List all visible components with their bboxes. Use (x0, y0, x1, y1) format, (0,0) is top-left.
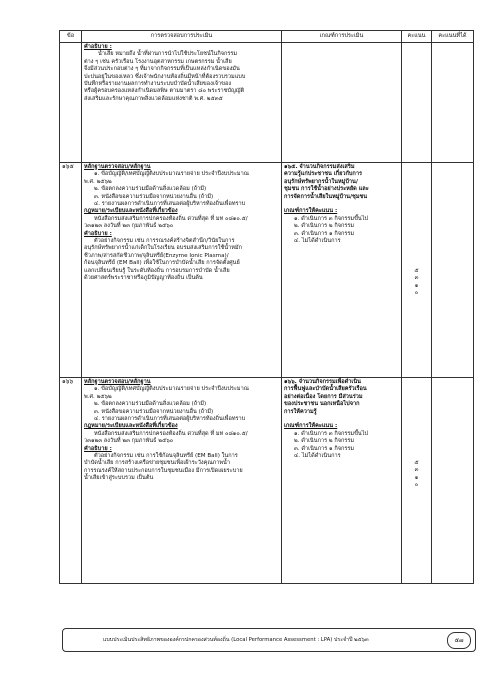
score-value: ๐ (414, 290, 419, 297)
header-full-score: คะแนนที่ได้ (432, 31, 474, 43)
text-line: ก้อนจุลินทรีย์ (EM Ball) เพื่อใช้ในการบำบัดน้ำเสีย การจัดตั้งศูนย์ (84, 260, 240, 267)
text-line: พ.ศ. ๒๕๖๒ (84, 178, 112, 185)
text-line: ชีวภาพ/สารสกัดชีวภาพ/จุลินทรีย์(Enzyme Ionic Plasma)/ (84, 252, 229, 259)
criteria-line: อย่างต่อเนื่อง โดยการ มีส่วนร่วม (284, 393, 363, 400)
criteria-item: ๑. ดำเนินการ ๓ กิจกรรมขึ้นไป (294, 215, 369, 222)
explain-title: คำอธิบาย : (84, 445, 112, 452)
score-value: ๑ (414, 474, 419, 481)
row1-no: ๑๖๕ (60, 163, 82, 378)
criteria-item: ๔. ไม่ได้ดำเนินการ (294, 238, 341, 245)
criteria-item: ๔. ไม่ได้ดำเนินการ (294, 453, 341, 460)
score-value: ๕ (414, 460, 419, 466)
text-line: ว๓๑๒๓ ลงวันที่ ๒๓ กุมภาพันธ์ ๒๕๖๐ (84, 223, 174, 230)
text-line: ๒. ข้อตกลงความร่วมมือด้านสิ่งแวดล้อม (ถ้ามี) (94, 186, 207, 193)
assessment-table (59, 30, 474, 584)
text-line: ๑. ข้อบัญญัติ/เทศบัญญัติงบประมาณรายจ่าย ประจำปีงบประมาณ (94, 386, 249, 393)
text-line: ๔. รายงานผลการดำเนินการที่เสนอต่อผู้บริหารท้องถิ่นเพื่อทราบ (94, 416, 246, 423)
text-line: ๒. ข้อตกลงความร่วมมือด้านสิ่งแวดล้อม (ถ้ามี) (94, 401, 207, 408)
text-line: ว๓๑๒๓ ลงวันที่ ๒๓ กุมภาพันธ์ ๒๕๖๐ (84, 438, 174, 445)
text-line: ๔. รายงานผลการดำเนินการที่เสนอต่อผู้บริหารท้องถิ่นเพื่อทราบ (94, 201, 246, 208)
text-line: หนังสือกรมส่งเสริมการปกครองท้องถิ่น ด่วนที่สุด ที่ มท ๐๘๑๐.๕/ (94, 430, 248, 437)
table-row (60, 378, 474, 584)
table-row (60, 163, 474, 378)
header-no: ข้อ (60, 31, 82, 43)
header-items: การตรวจสอบการประเมิน (82, 31, 282, 43)
row1-items (82, 163, 282, 378)
page-footer (62, 628, 476, 652)
explain-title: คำอธิบาย : (84, 230, 112, 237)
table-row (60, 43, 474, 163)
text-line: ส่งเสริมและรักษาคุณภาพสิ่งแวดล้อมแห่งชาติ พ.ศ. ๒๕๓๕ (84, 95, 223, 102)
text-line: พ.ศ. ๒๕๖๒ (84, 393, 112, 400)
criteria-item: ๓. ดำเนินการ ๑ กิจกรรม (294, 230, 355, 237)
explain-title: คำอธิบาย : (84, 44, 112, 50)
criteria-line: ชุมชน การใช้น้ำอย่างประหยัด และ (284, 186, 369, 193)
footer-text: แบบประเมินประสิทธิภาพขององค์กรปกครองส่วนท้องถิ่น (Local Performance Assessment : LPA) ประจำปี ๒๕๖๓ (103, 637, 369, 643)
score-value: ๕ (414, 268, 419, 274)
row2-scores (402, 378, 432, 584)
criteria-item: ๒. ดำเนินการ ๒ กิจกรรม (294, 223, 355, 230)
score-value: ๐ (414, 482, 419, 489)
criteria-line: การฟื้นฟูและบำบัดน้ำเสียครัวเรือน (284, 386, 367, 393)
text-line: บำบัดน้ำเสีย การสร้างเครือข่ายชุมชนเพื่อเฝ้าระวังคุณภาพน้ำ (84, 460, 230, 467)
text-line: น้ำเสียเข้าสู่ระบบรวม เป็นต้น (84, 475, 154, 482)
row1-scores (402, 163, 432, 378)
criteria-line: อนุรักษ์ทรัพยากรน้ำในหมู่บ้าน/ (284, 178, 358, 185)
criteria-line: ของประชาชน นอกเหนือไปจาก (284, 401, 360, 408)
text-line: ต่าง ๆ เช่น ครัวเรือน โรงงานอุตสาหกรรม เกษตรกรรม น้ำเสีย (84, 58, 232, 65)
header-score: คะแนน (402, 31, 432, 43)
score-value: ๓ (414, 467, 419, 474)
text-line: ด้วยศาสตร์พระราชาหรือภูมิปัญญาท้องถิ่น เป็นต้น (84, 275, 203, 282)
law-title: กฎหมาย/ระเบียบและหนังสือที่เกี่ยวข้อง (84, 423, 178, 430)
text-line: ๑. ข้อบัญญัติ/เทศบัญญัติงบประมาณรายจ่าย ประจำปีงบประมาณ (94, 171, 249, 178)
criteria-item: ๒. ดำเนินการ ๒ กิจกรรม (294, 438, 355, 445)
header-criteria: เกณฑ์การประเมิน (282, 31, 402, 43)
text-line: หรือผู้ครอบครองแหล่งกำเนิดมลพิษ ตามมาตรา ๘๐ พระราชบัญญัติ (84, 88, 245, 95)
text-line: การรณรงค์ให้สถานประกอบการในชุมชนเมือง มีการเปิดเผยระบาย (84, 467, 243, 474)
text-line: ๓. หนังสือขอความร่วมมือจากหน่วยงานอื่น (ถ้ามี) (94, 193, 214, 200)
criteria-title: เกณฑ์การให้คะแนน : (284, 208, 338, 215)
text-line: บันทึกหรือรายงานผลการทำงานระบบบำบัดน้ำเสียของเจ้าของ (84, 81, 232, 88)
evidence-title: หลักฐานตรวจสอบ/หลักฐาน (84, 164, 151, 170)
criteria-line: การจัดการน้ำเสียในหมู่บ้าน/ชุมชน (284, 193, 368, 200)
law-title: กฎหมาย/ระเบียบและหนังสือที่เกี่ยวข้อง (84, 208, 178, 215)
criteria-line: ๑๖๕. จำนวนกิจกรรมส่งเสริม (284, 164, 355, 170)
page-number: ๕๗ (447, 632, 471, 649)
text-line: จึงมีส่วนประกอบต่าง ๆ ที่มาจากกิจกรรมที่เป็นแหล่งกำเนิดของมัน (84, 66, 240, 73)
score-value: ๓ (414, 275, 419, 282)
header-row (60, 31, 474, 43)
criteria-item: ๑. ดำเนินการ ๓ กิจกรรมขึ้นไป (294, 430, 369, 437)
criteria-line: ๑๖๖. จำนวนกิจกรรมเพื่อดำเนิน (284, 379, 361, 385)
text-line: ๓. หนังสือขอความร่วมมือจากหน่วยงานอื่น (ถ้ามี) (94, 408, 214, 415)
text-line: แลกเปลี่ยนเรียนรู้ ในระดับท้องถิ่น การอบรมการบำบัด น้ำเสีย (84, 267, 230, 274)
row2-items (82, 378, 282, 584)
criteria-line: ความรู้แก่ประชาชน เกี่ยวกับการ (284, 171, 362, 178)
criteria-line: การให้ความรู้ (284, 408, 317, 415)
row0-items (82, 43, 282, 163)
evidence-title: หลักฐานตรวจสอบ/หลักฐาน (84, 379, 151, 385)
text-line: ตัวอย่างกิจกรรม เช่น การใช้ก้อนจุลินทรีย์ (EM Ball) ในการ (94, 453, 238, 460)
row1-criteria (282, 163, 402, 378)
score-value: ๑ (414, 282, 419, 289)
criteria-item: ๓. ดำเนินการ ๑ กิจกรรม (294, 445, 355, 452)
text-line: น้ำเสีย หมายถึง น้ำที่ผ่านการนำไปใช้ประโยชน์ในกิจกรรม (98, 51, 238, 58)
row2-criteria (282, 378, 402, 584)
text-line: หนังสือกรมส่งเสริมการปกครองท้องถิ่น ด่วนที่สุด ที่ มท ๐๘๑๐.๕/ (94, 215, 248, 222)
text-line: ปะปนอยู่ในของเหลว ซึ่งเจ้าพนักงานท้องถิ่นมีหน้าที่ต้องรวบรวมแบบ (84, 73, 246, 80)
criteria-title: เกณฑ์การให้คะแนน : (284, 423, 338, 430)
row2-no: ๑๖๖ (60, 378, 82, 584)
text-line: อนุรักษ์ทรัพยากรน้ำแก่เด็กในโรงเรียน อบรมส่งเสริมการใช้น้ำหมัก (84, 245, 242, 252)
text-line: ตัวอย่างกิจกรรม เช่น การรณรงค์สร้างจิตสำนึก/วินัยในการ (94, 238, 235, 245)
